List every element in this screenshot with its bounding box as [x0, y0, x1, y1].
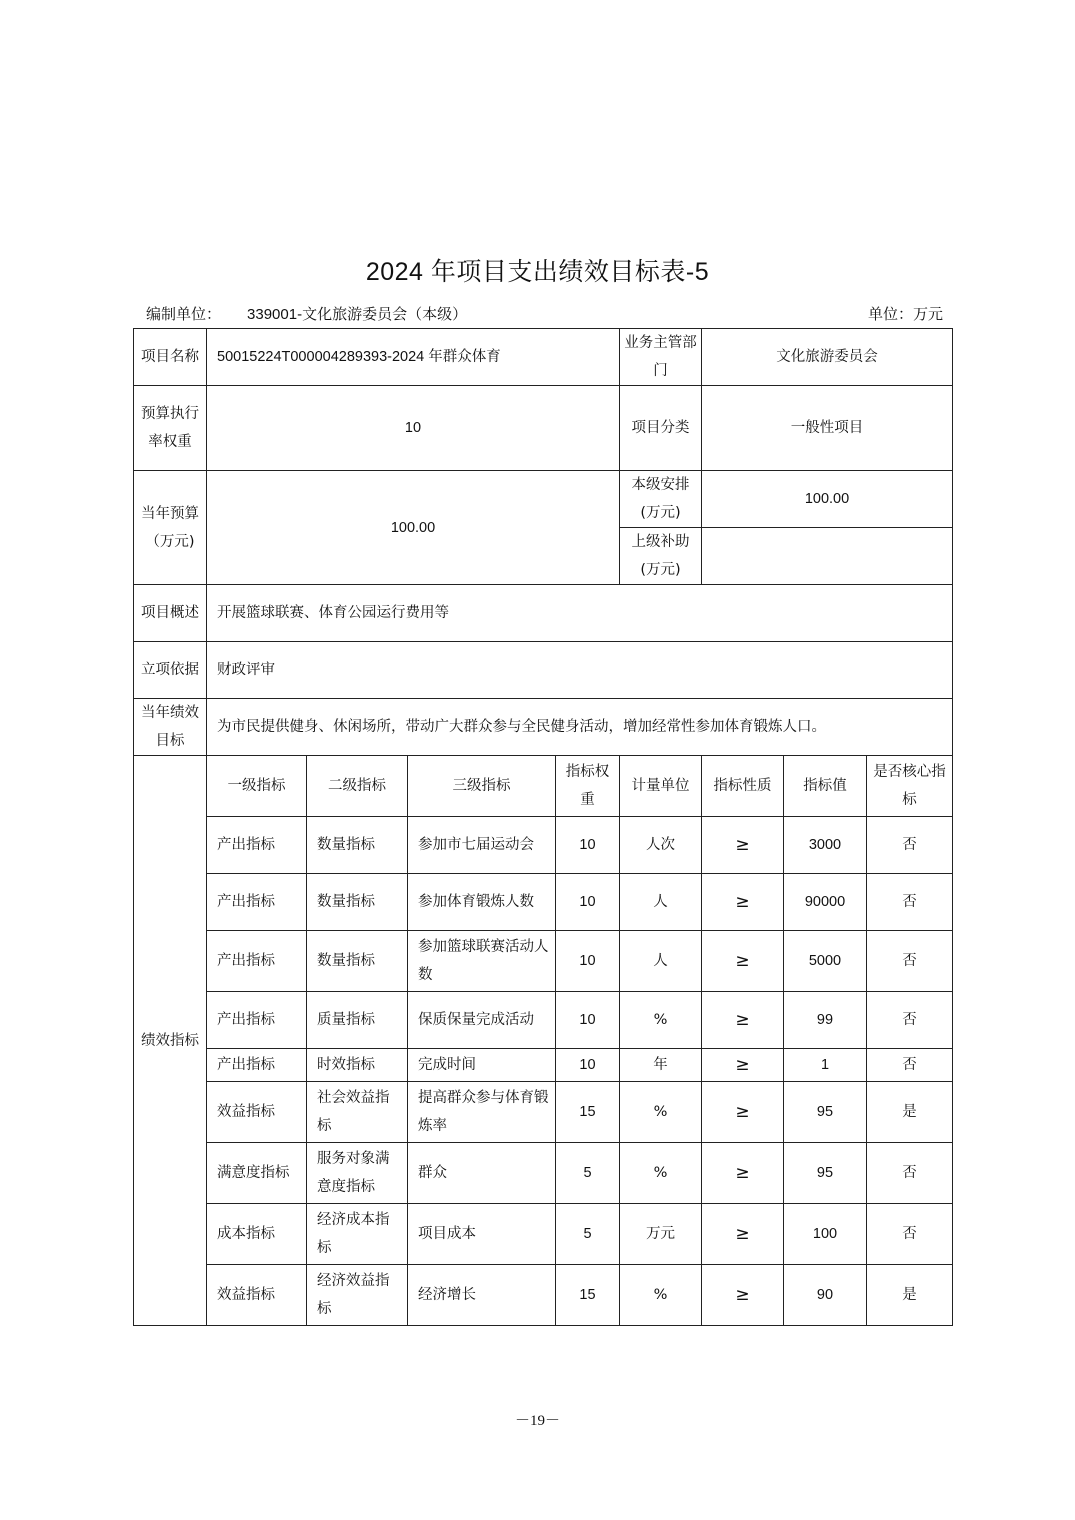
budget-value: 100.00	[207, 471, 620, 585]
indicator-level1-cell: 效益指标	[207, 1265, 307, 1326]
indicator-weight-cell: 15	[556, 1265, 620, 1326]
header-level2: 二级指标	[307, 756, 408, 817]
indicator-row	[134, 992, 953, 1049]
indicator-level2-cell: 数量指标	[307, 931, 408, 992]
indicator-level1-cell: 成本指标	[207, 1204, 307, 1265]
indicator-row	[134, 1143, 953, 1204]
indicator-level1-cell: 产出指标	[207, 1049, 307, 1082]
indicator-level3-cell: 提高群众参与体育锻炼率	[408, 1082, 556, 1143]
indicator-level2-cell: 服务对象满意度指标	[307, 1143, 408, 1204]
indicator-core-cell: 否	[867, 1143, 953, 1204]
indicator-nature-cell: ≥	[702, 992, 784, 1049]
indicator-level1-cell: 产出指标	[207, 817, 307, 874]
indicator-value-cell: 95	[784, 1082, 867, 1143]
basis-label: 立项依据	[134, 642, 207, 699]
indicator-weight-cell: 5	[556, 1143, 620, 1204]
indicator-row	[134, 817, 953, 874]
indicator-level3-cell: 经济增长	[408, 1265, 556, 1326]
indicator-level2-cell: 经济效益指标	[307, 1265, 408, 1326]
indicator-level2-cell: 数量指标	[307, 817, 408, 874]
indicator-row	[134, 1082, 953, 1143]
basis-value: 财政评审	[207, 642, 953, 699]
local-value: 100.00	[702, 471, 953, 528]
indicator-row	[134, 931, 953, 992]
indicator-unit-cell: %	[620, 1082, 702, 1143]
indicator-value-cell: 90000	[784, 874, 867, 931]
page-number: －19－	[514, 1413, 560, 1429]
indicator-unit-cell: 人次	[620, 817, 702, 874]
indicator-unit-cell: 年	[620, 1049, 702, 1082]
goal-value: 为市民提供健身、休闲场所，带动广大群众参与全民健身活动，增加经常性参加体育锻炼人口。	[207, 699, 953, 756]
indicator-unit-cell: %	[620, 1265, 702, 1326]
indicator-weight-cell: 10	[556, 874, 620, 931]
indicator-value-cell: 90	[784, 1265, 867, 1326]
indicator-nature-cell: ≥	[702, 1204, 784, 1265]
category-label: 项目分类	[620, 386, 702, 471]
page-title: 2024 年项目支出绩效目标表-5	[365, 258, 710, 286]
indicator-value-cell: 99	[784, 992, 867, 1049]
performance-table	[133, 328, 953, 1326]
goal-label: 当年绩效目标	[134, 699, 207, 756]
indicator-row	[134, 1049, 953, 1082]
indicator-level1-cell: 产出指标	[207, 992, 307, 1049]
indicator-value-cell: 100	[784, 1204, 867, 1265]
indicator-header-row	[134, 756, 953, 817]
indicator-level1-cell: 效益指标	[207, 1082, 307, 1143]
indicator-value-cell: 3000	[784, 817, 867, 874]
header-weight: 指标权重	[556, 756, 620, 817]
indicator-weight-cell: 5	[556, 1204, 620, 1265]
indicator-level3-cell: 完成时间	[408, 1049, 556, 1082]
indicator-row	[134, 1265, 953, 1326]
indicator-unit-cell: %	[620, 992, 702, 1049]
indicator-core-cell: 否	[867, 992, 953, 1049]
budget-row	[134, 471, 953, 528]
indicator-unit-cell: 人	[620, 874, 702, 931]
overview-value: 开展篮球联赛、体育公园运行费用等	[207, 585, 953, 642]
overview-row	[134, 585, 953, 642]
indicator-weight-cell: 10	[556, 817, 620, 874]
compiler-label: 编制单位：	[146, 305, 222, 323]
indicator-unit-cell: %	[620, 1143, 702, 1204]
indicator-row	[134, 874, 953, 931]
indicator-nature-cell: ≥	[702, 817, 784, 874]
indicator-core-cell: 否	[867, 817, 953, 874]
indicator-level3-cell: 项目成本	[408, 1204, 556, 1265]
header-nature: 指标性质	[702, 756, 784, 817]
header-core: 是否核心指标	[867, 756, 953, 817]
indicator-value-cell: 1	[784, 1049, 867, 1082]
indicator-weight-cell: 10	[556, 992, 620, 1049]
weight-row	[134, 386, 953, 471]
indicator-nature-cell: ≥	[702, 931, 784, 992]
indicator-unit-cell: 万元	[620, 1204, 702, 1265]
header-value: 指标值	[784, 756, 867, 817]
project-name-row	[134, 329, 953, 386]
dept-label: 业务主管部门	[620, 329, 702, 386]
indicator-section-label: 绩效指标	[134, 756, 207, 1326]
indicator-level2-cell: 质量指标	[307, 992, 408, 1049]
indicator-core-cell: 否	[867, 874, 953, 931]
indicator-core-cell: 是	[867, 1082, 953, 1143]
weight-value: 10	[207, 386, 620, 471]
indicator-nature-cell: ≥	[702, 1265, 784, 1326]
indicator-level2-cell: 时效指标	[307, 1049, 408, 1082]
indicator-weight-cell: 10	[556, 1049, 620, 1082]
indicator-nature-cell: ≥	[702, 1082, 784, 1143]
goal-row	[134, 699, 953, 756]
indicator-level1-cell: 满意度指标	[207, 1143, 307, 1204]
project-name-value: 50015224T000004289393-2024 年群众体育	[207, 329, 620, 386]
header-level1: 一级指标	[207, 756, 307, 817]
indicator-level3-cell: 保质保量完成活动	[408, 992, 556, 1049]
compiler-value: 339001-文化旅游委员会（本级）	[247, 306, 468, 323]
weight-label: 预算执行率权重	[134, 386, 207, 471]
compiler-line	[146, 303, 467, 324]
overview-label: 项目概述	[134, 585, 207, 642]
basis-row	[134, 642, 953, 699]
indicator-level2-cell: 经济成本指标	[307, 1204, 408, 1265]
indicator-level3-cell: 参加市七届运动会	[408, 817, 556, 874]
indicator-value-cell: 95	[784, 1143, 867, 1204]
budget-label: 当年预算（万元)	[134, 471, 207, 585]
indicator-nature-cell: ≥	[702, 1049, 784, 1082]
indicator-level1-cell: 产出指标	[207, 931, 307, 992]
indicator-level2-cell: 社会效益指标	[307, 1082, 408, 1143]
indicator-row	[134, 1204, 953, 1265]
indicator-core-cell: 否	[867, 1204, 953, 1265]
indicator-weight-cell: 10	[556, 931, 620, 992]
indicator-core-cell: 是	[867, 1265, 953, 1326]
project-name-label: 项目名称	[134, 329, 207, 386]
indicator-level3-cell: 群众	[408, 1143, 556, 1204]
indicator-nature-cell: ≥	[702, 874, 784, 931]
indicator-weight-cell: 15	[556, 1082, 620, 1143]
indicator-nature-cell: ≥	[702, 1143, 784, 1204]
indicator-level1-cell: 产出指标	[207, 874, 307, 931]
subsidy-value	[702, 528, 953, 585]
indicator-level3-cell: 参加体育锻炼人数	[408, 874, 556, 931]
indicator-level3-cell: 参加篮球联赛活动人数	[408, 931, 556, 992]
header-level3: 三级指标	[408, 756, 556, 817]
local-label: 本级安排(万元)	[620, 471, 702, 528]
indicator-value-cell: 5000	[784, 931, 867, 992]
indicator-level2-cell: 数量指标	[307, 874, 408, 931]
category-value: 一般性项目	[702, 386, 953, 471]
dept-value: 文化旅游委员会	[702, 329, 953, 386]
indicator-core-cell: 否	[867, 1049, 953, 1082]
unit-text: 单位：万元	[867, 305, 943, 323]
header-unit: 计量单位	[620, 756, 702, 817]
subsidy-label: 上级补助(万元)	[620, 528, 702, 585]
indicator-core-cell: 否	[867, 931, 953, 992]
indicator-unit-cell: 人	[620, 931, 702, 992]
